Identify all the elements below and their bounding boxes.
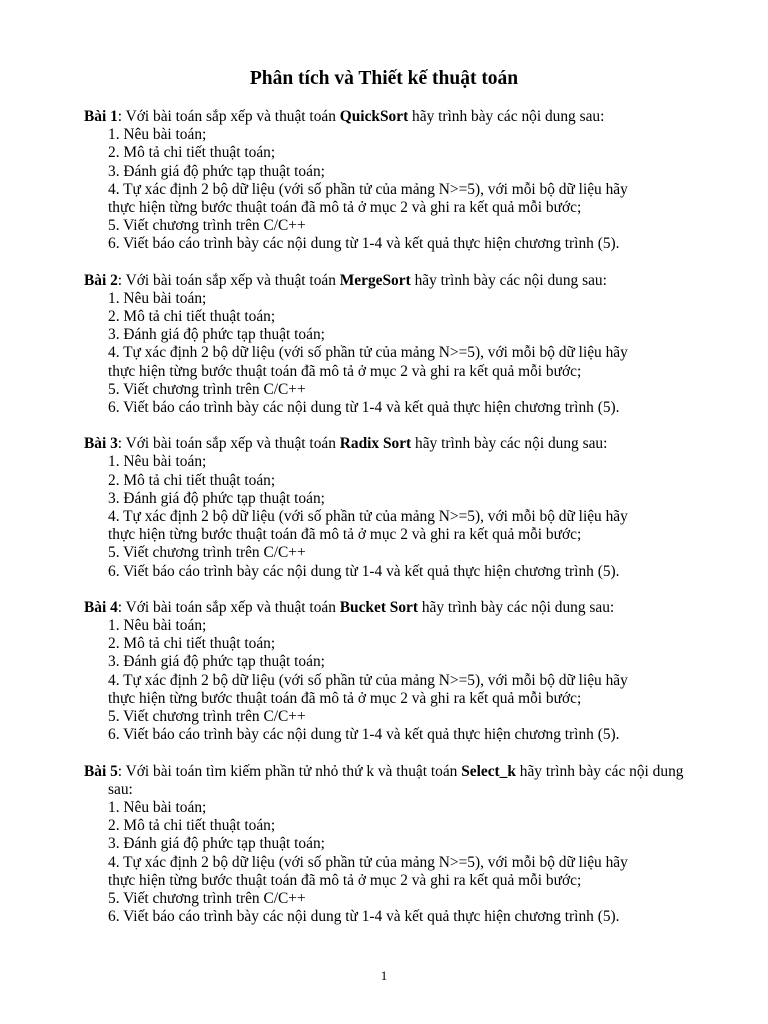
exercise-text-before: : Với bài toán sắp xếp và thuật toán: [117, 435, 340, 453]
exercise-text-after: hãy trình bày các nội dung sau:: [408, 108, 605, 125]
exercise-heading: [84, 108, 704, 126]
list-item: 5. Viết chương trình trên C/C++: [108, 380, 306, 398]
list-item: 2. Mô tả chi tiết thuật toán;: [108, 144, 276, 162]
list-item: 2. Mô tả chi tiết thuật toán;: [108, 635, 276, 653]
list-item-continuation: thực hiện từng bước thuật toán đã mô tả ở mục 2 và ghi ra kết quả mỗi bước;: [108, 362, 582, 380]
list-item: 1. Nêu bài toán;: [108, 289, 207, 307]
exercise-text-before: : Với bài toán sắp xếp và thuật toán: [117, 598, 340, 616]
exercise-algorithm: Radix Sort: [339, 435, 412, 453]
page-number: 1: [380, 968, 388, 983]
list-item: 4. Tự xác định 2 bộ dữ liệu (với số phần tử của mảng N>=5), với mỗi bộ dữ liệu hãy: [108, 671, 628, 689]
exercise-5: [84, 763, 704, 927]
exercise-text-after: hãy trình bày các nội dung sau:: [418, 598, 615, 616]
list-item: 1. Nêu bài toán;: [108, 617, 207, 635]
list-item: 3. Đánh giá độ phức tạp thuật toán;: [108, 653, 325, 671]
list-item: 5. Viết chương trình trên C/C++: [108, 708, 306, 726]
exercise-1: [84, 108, 704, 254]
list-item: 6. Viết báo cáo trình bày các nội dung từ 1-4 và kết quả thực hiện chương trình (5).: [108, 399, 620, 417]
exercise-algorithm: MergeSort: [339, 271, 411, 289]
list-item: 3. Đánh giá độ phức tạp thuật toán;: [108, 489, 325, 507]
list-item: 6. Viết báo cáo trình bày các nội dung từ 1-4 và kết quả thực hiện chương trình (5).: [108, 562, 620, 580]
list-item: 5. Viết chương trình trên C/C++: [108, 889, 306, 907]
list-item: 4. Tự xác định 2 bộ dữ liệu (với số phần tử của mảng N>=5), với mỗi bộ dữ liệu hãy: [108, 508, 628, 526]
list-item: 5. Viết chương trình trên C/C++: [108, 544, 306, 562]
list-item: 2. Mô tả chi tiết thuật toán;: [108, 471, 276, 489]
exercise-text-before: : Với bài toán sắp xếp và thuật toán: [117, 271, 340, 289]
exercise-heading: [84, 763, 704, 799]
exercise-heading: [84, 272, 704, 290]
exercise-label: Bài 1: [84, 108, 118, 125]
document-title: Phân tích và Thiết kế thuật toán: [249, 68, 519, 89]
list-item: 1. Nêu bài toán;: [108, 798, 207, 816]
exercise-algorithm: Bucket Sort: [339, 598, 419, 616]
exercise-4: [84, 599, 704, 745]
exercise-3: [84, 435, 704, 581]
list-item-continuation: thực hiện từng bước thuật toán đã mô tả ở mục 2 và ghi ra kết quả mỗi bước;: [108, 871, 582, 889]
exercise-text-after: hãy trình bày các nội dung sau:: [411, 435, 608, 453]
list-item: 3. Đánh giá độ phức tạp thuật toán;: [108, 835, 325, 853]
exercise-heading: [84, 435, 704, 453]
exercise-label: Bài 3: [84, 435, 118, 453]
exercise-text-after: hãy trình bày các nội dung sau:: [410, 271, 607, 289]
list-item-continuation: thực hiện từng bước thuật toán đã mô tả ở mục 2 và ghi ra kết quả mỗi bước;: [108, 199, 582, 217]
list-item: 2. Mô tả chi tiết thuật toán;: [108, 308, 276, 326]
exercise-label: Bài 2: [84, 271, 118, 289]
exercise-label: Bài 5: [84, 762, 118, 780]
list-item: 2. Mô tả chi tiết thuật toán;: [108, 817, 276, 835]
exercise-algorithm: Select_k: [461, 762, 516, 780]
exercise-algorithm: QuickSort: [339, 108, 409, 125]
exercise-text-before: : Với bài toán sắp xếp và thuật toán: [117, 108, 340, 125]
list-item-continuation: thực hiện từng bước thuật toán đã mô tả ở mục 2 và ghi ra kết quả mỗi bước;: [108, 689, 582, 707]
exercise-label: Bài 4: [84, 598, 118, 616]
exercise-heading: [84, 599, 704, 617]
list-item: 1. Nêu bài toán;: [108, 453, 207, 471]
list-item-continuation: thực hiện từng bước thuật toán đã mô tả ở mục 2 và ghi ra kết quả mỗi bước;: [108, 526, 582, 544]
list-item: 5. Viết chương trình trên C/C++: [108, 217, 306, 235]
list-item: 3. Đánh giá độ phức tạp thuật toán;: [108, 326, 325, 344]
list-item: 4. Tự xác định 2 bộ dữ liệu (với số phần tử của mảng N>=5), với mỗi bộ dữ liệu hãy: [108, 853, 628, 871]
list-item: 4. Tự xác định 2 bộ dữ liệu (với số phần tử của mảng N>=5), với mỗi bộ dữ liệu hãy: [108, 180, 628, 198]
list-item: 6. Viết báo cáo trình bày các nội dung từ 1-4 và kết quả thực hiện chương trình (5).: [108, 726, 620, 744]
list-item: 3. Đánh giá độ phức tạp thuật toán;: [108, 162, 325, 180]
exercise-text-after: hãy trình bày các nội dung sau:: [108, 762, 684, 798]
exercise-list: [84, 108, 704, 926]
list-item: 6. Viết báo cáo trình bày các nội dung từ 1-4 và kết quả thực hiện chương trình (5).: [108, 235, 620, 253]
exercise-text-before: : Với bài toán tìm kiếm phần tử nhỏ thứ k và thuật toán: [117, 762, 462, 780]
list-item: 6. Viết báo cáo trình bày các nội dung từ 1-4 và kết quả thực hiện chương trình (5).: [108, 908, 620, 926]
list-item: 4. Tự xác định 2 bộ dữ liệu (với số phần tử của mảng N>=5), với mỗi bộ dữ liệu hãy: [108, 344, 628, 362]
exercise-2: [84, 272, 704, 418]
list-item: 1. Nêu bài toán;: [108, 126, 207, 144]
